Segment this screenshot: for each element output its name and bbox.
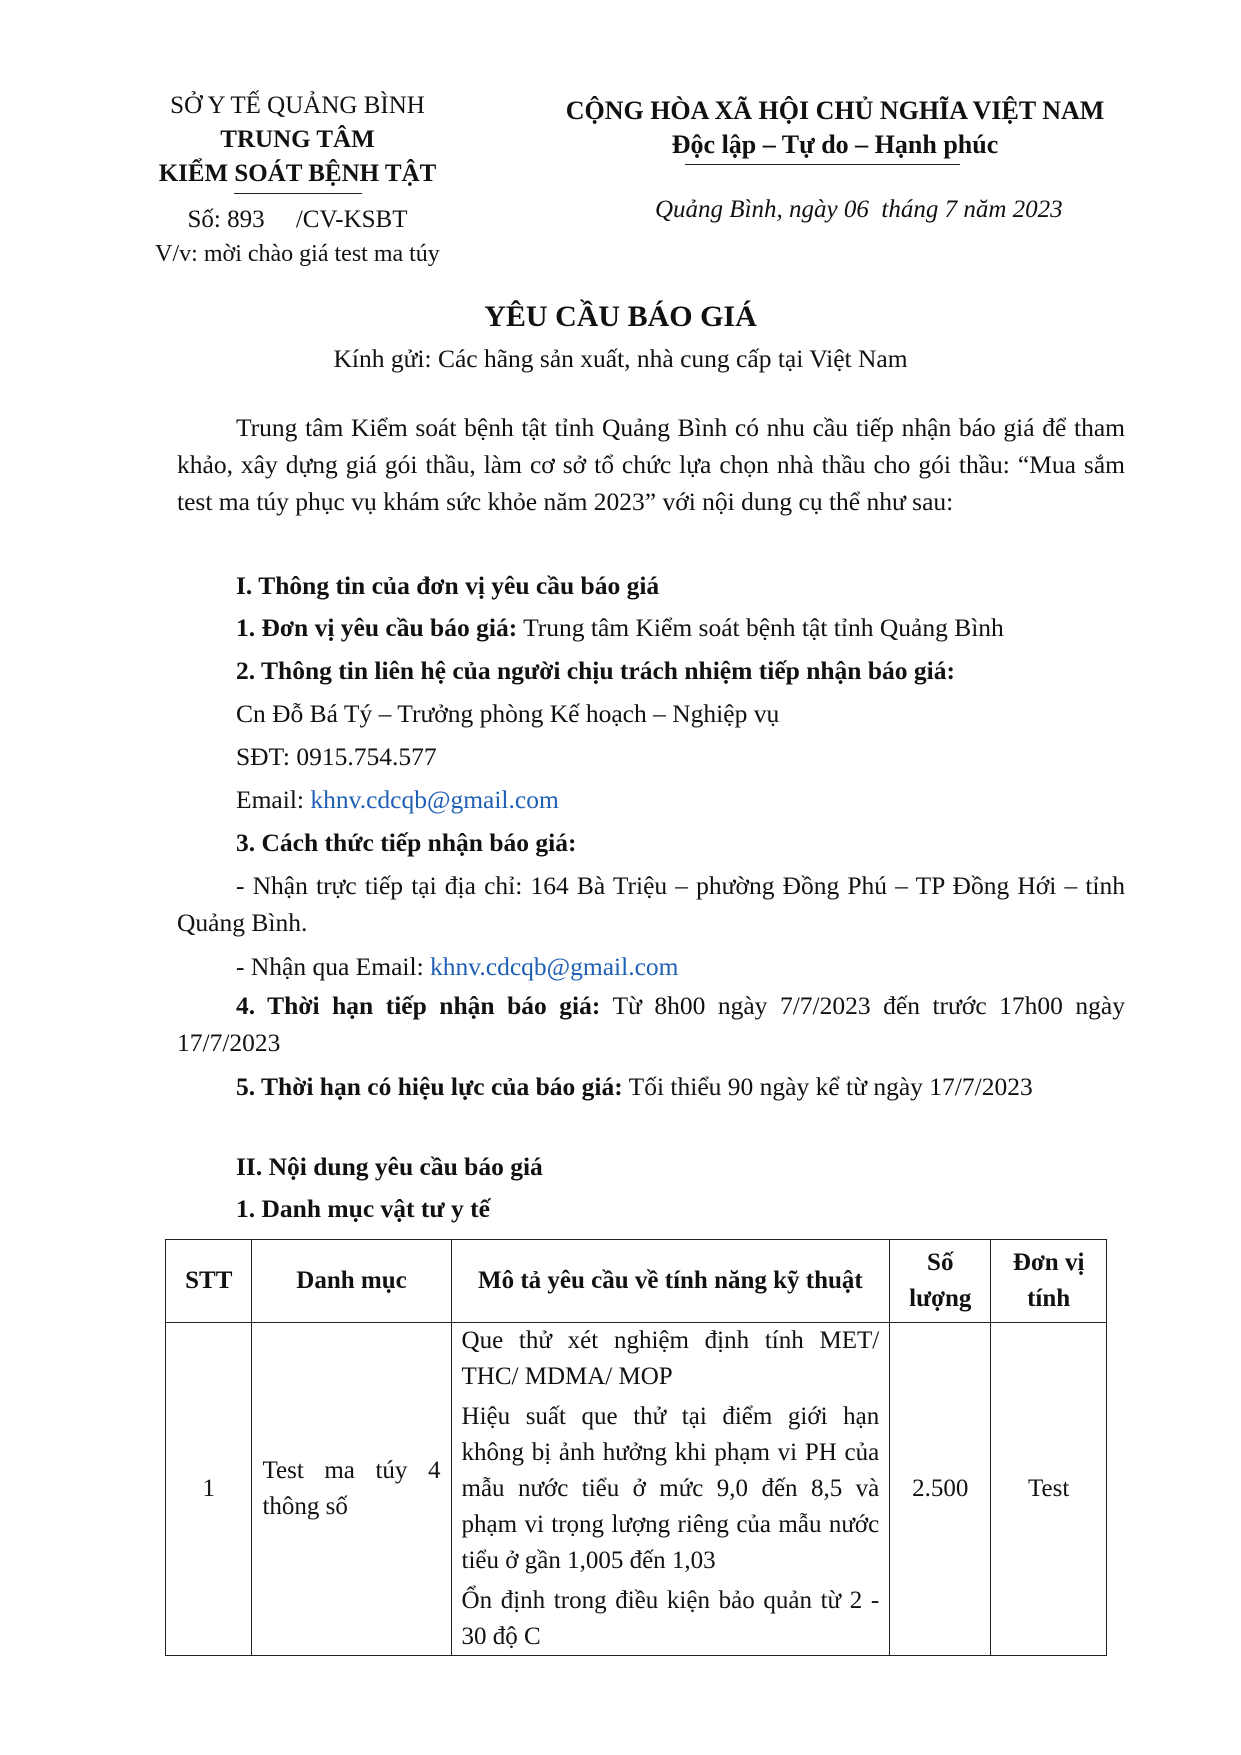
requesting-unit — [236, 609, 1004, 646]
org-underline — [234, 193, 362, 194]
table-row — [166, 1323, 1107, 1656]
date-suffix: tháng 7 năm 2023 — [868, 196, 1063, 223]
date-day: 06 — [843, 196, 869, 223]
receive-deadline-value: Từ 8h00 ngày 7/7/2023 đến trước 17h00 ngày 17/7/2023 — [177, 991, 1125, 1057]
receive-email-link[interactable]: khnv.cdcqb@gmail.com — [430, 952, 679, 981]
description-line-1: Que thử xét nghiệm định tính MET/ THC/ MDMA/ MOP — [461, 1327, 880, 1390]
col-unit: Đơn vị tính — [991, 1240, 1107, 1323]
receive-deadline-label: 4. Thời hạn tiếp nhận báo giá: — [236, 991, 601, 1020]
motto: Độc lập – Tự do – Hạnh phúc — [671, 130, 999, 159]
col-stt: STT — [166, 1240, 252, 1323]
cell-description — [451, 1323, 890, 1656]
section-1-heading: I. Thông tin của đơn vị yêu cầu báo giá — [236, 571, 660, 600]
contact-name: Cn Đỗ Bá Tý – Trưởng phòng Kế hoạch – Nghiệp vụ — [236, 699, 780, 728]
receive-direct: - Nhận trực tiếp tại địa chỉ: 164 Bà Triệu – phường Đồng Phú – TP Đồng Hới – tỉnh Quảng Bình. — [177, 871, 1125, 937]
cell-quantity: 2.500 — [890, 1323, 991, 1656]
col-quantity: Số lượng — [890, 1240, 991, 1323]
section-2-heading: II. Nội dung yêu cầu báo giá — [236, 1152, 543, 1181]
supplies-list-heading: 1. Danh mục vật tư y tế — [236, 1194, 490, 1223]
contact-email-line — [236, 781, 559, 818]
doc-subject: V/v: mời chào giá test ma túy — [155, 241, 440, 267]
description-line-2: Hiệu suất que thử tại điểm giới hạn không bị ảnh hưởng khi phạm vi PH của mẫu nước tiểu ở mức 9,0 đến 8,5 và phạm vi trọng lượng riêng của mẫu nước tiểu ở gần 1,005 đến 1,03 — [461, 1403, 880, 1574]
org-parent: SỞ Y TẾ QUẢNG BÌNH — [170, 92, 425, 119]
org-name-line-1: TRUNG TÂM — [220, 126, 375, 153]
description-line-3: Ổn định trong điều kiện bảo quản từ 2 - 30 độ C — [461, 1587, 880, 1650]
requesting-unit-label: 1. Đơn vị yêu cầu báo giá: — [236, 613, 518, 642]
receive-deadline — [177, 987, 1125, 1061]
page-title: YÊU CẦU BÁO GIÁ — [484, 300, 757, 333]
receive-email-line — [236, 948, 678, 985]
contact-email-label: Email: — [236, 785, 311, 814]
validity-period — [177, 1068, 1125, 1105]
receive-method-heading: 3. Cách thức tiếp nhận báo giá: — [236, 828, 577, 857]
cell-stt: 1 — [166, 1323, 252, 1656]
receive-email-label: - Nhận qua Email: — [236, 952, 431, 981]
requesting-unit-value: Trung tâm Kiểm soát bệnh tật tỉnh Quảng Bình — [517, 613, 1004, 642]
issue-date — [655, 196, 1063, 224]
validity-period-label: 5. Thời hạn có hiệu lực của báo giá: — [236, 1072, 623, 1101]
date-prefix: Quảng Bình, ngày — [655, 196, 844, 223]
col-category: Danh mục — [252, 1240, 451, 1323]
contact-email-link[interactable]: khnv.cdcqb@gmail.com — [310, 785, 559, 814]
motto-underline — [685, 164, 960, 165]
contact-heading: 2. Thông tin liên hệ của người chịu trách nhiệm tiếp nhận báo giá: — [236, 656, 955, 685]
supplies-table — [165, 1239, 1107, 1656]
org-name-line-2: KIỂM SOÁT BỆNH TẬT — [158, 160, 437, 187]
doc-number: Số: 893 /CV-KSBT — [187, 206, 408, 233]
col-description: Mô tả yêu cầu về tính năng kỹ thuật — [451, 1240, 890, 1323]
cell-unit: Test — [991, 1323, 1107, 1656]
intro-paragraph: Trung tâm Kiểm soát bệnh tật tỉnh Quảng Bình có nhu cầu tiếp nhận báo giá để tham khảo, xây dựng giá gói thầu, làm cơ sở tổ chức lựa chọn nhà thầu cho gói thầu: “Mua sắm test ma túy phục vụ khám sức khỏe năm 2023” với nội dung cụ thể như sau: — [177, 413, 1125, 516]
validity-period-value: Tối thiểu 90 ngày kể từ ngày 17/7/2023 — [622, 1072, 1033, 1101]
contact-phone: SĐT: 0915.754.577 — [236, 742, 437, 771]
recipient-line: Kính gửi: Các hãng sản xuất, nhà cung cấp tại Việt Nam — [333, 344, 908, 373]
nation-title: CỘNG HÒA XÃ HỘI CHỦ NGHĨA VIỆT NAM — [565, 96, 1105, 125]
cell-category: Test ma túy 4 thông số — [252, 1323, 451, 1656]
table-header-row — [166, 1240, 1107, 1323]
